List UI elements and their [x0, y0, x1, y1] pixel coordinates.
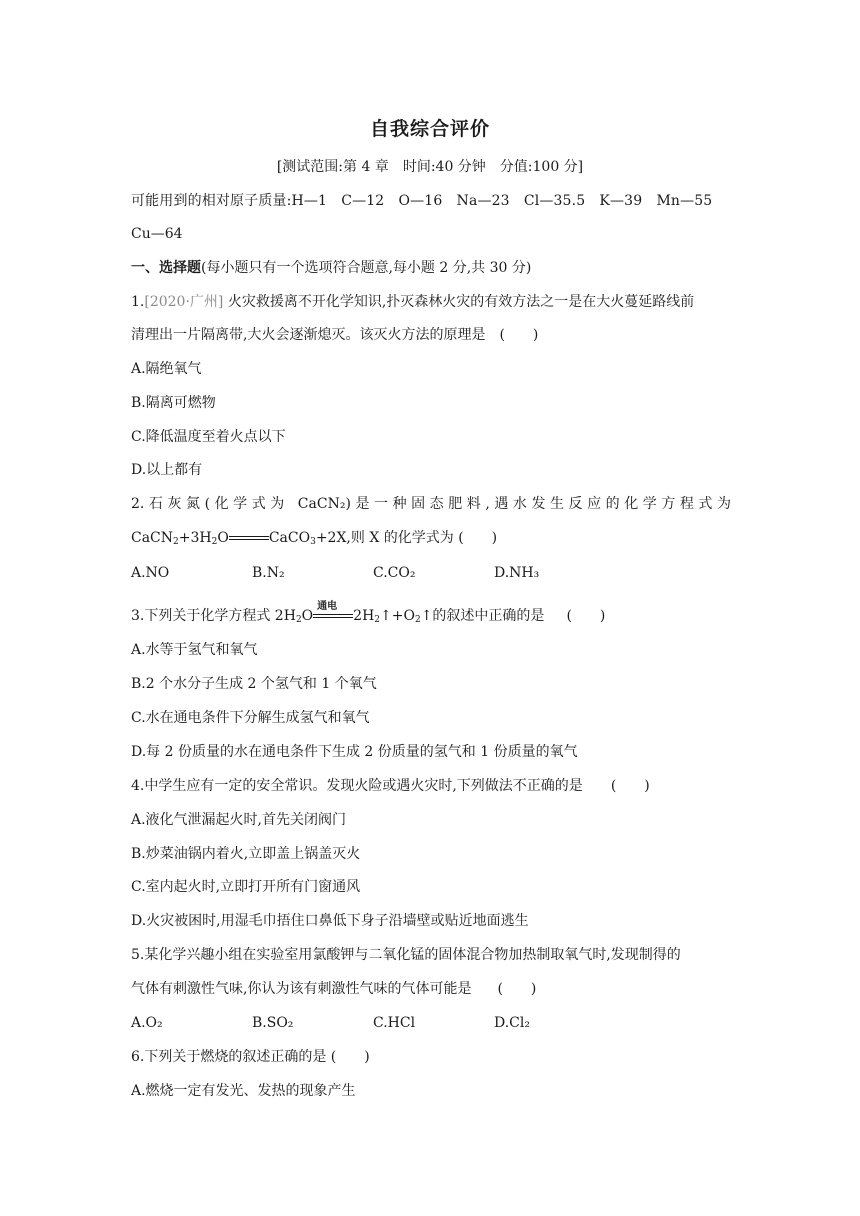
question-3-stem — [131, 601, 731, 630]
formula-text: 2H — [353, 608, 375, 624]
question-text: ↑的叙述中正确的是 — [420, 608, 545, 624]
question-number: 1. — [131, 294, 145, 310]
question-1-line-1 — [131, 292, 731, 312]
question-source: [2020·广州] — [144, 294, 224, 310]
q5-option-d: D.Cl₂ — [494, 1015, 530, 1031]
test-scope: [测试范围:第 4 章 时间:40 分钟 分值:100 分] — [276, 159, 584, 175]
q3-option-c: C.水在通电条件下分解生成氢气和氧气 — [131, 710, 370, 726]
reaction-condition: 通电 — [317, 601, 338, 612]
section-heading — [131, 258, 731, 278]
question-text: 清理出一片隔离带,大火会逐渐熄灭。该灭火方法的原理是 — [131, 327, 486, 343]
q4-option-b: B.炒菜油锅内着火,立即盖上锅盖灭火 — [131, 846, 361, 862]
formula-text: CaCO — [268, 530, 311, 546]
question-4-stem — [131, 776, 731, 796]
q3-option-b: B.2 个水分子生成 2 个氢气和 1 个氧气 — [131, 676, 377, 692]
formula-text: O — [217, 530, 229, 546]
q3-option-d: D.每 2 份质量的水在通电条件下生成 2 份质量的氢气和 1 份质量的氧气 — [131, 744, 578, 760]
q1-option-c: C.降低温度至着火点以下 — [131, 429, 286, 445]
question-1-line-2 — [131, 325, 731, 345]
formula-text: ↑+O — [380, 608, 415, 624]
answer-blank: ( ) — [566, 608, 606, 624]
section-note: (每小题只有一个选项符合题意,每小题 2 分,共 30 分) — [201, 260, 532, 276]
page-title: 自我综合评价 — [369, 118, 490, 140]
q1-option-b: B.隔离可燃物 — [131, 395, 216, 411]
formula-text: O — [301, 608, 314, 624]
q5-option-b: B.SO₂ — [252, 1015, 294, 1031]
subscript: 2 — [295, 615, 302, 625]
formula-text: +3H — [178, 530, 212, 546]
q4-option-d: D.火灾被困时,用湿毛巾捂住口鼻低下身子沿墙壁或贴近地面逃生 — [131, 913, 529, 929]
question-2-line-2 — [131, 528, 731, 552]
q2-option-c: C.CO₂ — [373, 565, 416, 581]
q4-option-a: A.液化气泄漏起火时,首先关闭阀门 — [131, 812, 347, 828]
q1-option-a: A.隔绝氧气 — [131, 361, 202, 377]
q5-option-c: C.HCl — [373, 1015, 416, 1031]
subscript: 2 — [414, 615, 421, 625]
reaction-arrow — [313, 601, 353, 621]
q4-option-c: C.室内起火时,立即打开所有门窗通风 — [131, 879, 361, 895]
atomic-mass-line-2: Cu—64 — [131, 226, 183, 242]
question-text: 4.中学生应有一定的安全常识。发现火险或遇火灾时,下列做法不正确的是 — [131, 778, 583, 794]
subscript: 2 — [374, 615, 381, 625]
subscript: 2 — [211, 537, 218, 547]
question-text: 气体有刺激性气味,你认为该有刺激性气味的气体可能是 — [131, 981, 472, 997]
subscript: 2 — [173, 537, 179, 547]
q1-option-d: D.以上都有 — [131, 462, 203, 478]
section-title: 一、选择题 — [131, 260, 201, 276]
q2-option-d: D.NH₃ — [494, 565, 540, 581]
answer-blank: ( ) — [499, 327, 539, 343]
formula-text: CaCN — [131, 530, 174, 546]
q5-option-a: A.O₂ — [131, 1015, 163, 1031]
q3-option-a: A.水等于氢气和氧气 — [131, 642, 258, 658]
equals-sign — [229, 533, 269, 543]
answer-blank: ( ) — [610, 778, 650, 794]
question-5-line-2 — [131, 979, 731, 999]
q2-option-b: B.N₂ — [252, 565, 285, 581]
question-text: +2X,则 X 的化学式为 ( ) — [315, 530, 498, 546]
question-2-line-1: 2.石灰氮(化学式为 CaCN₂)是一种固态肥料,遇水发生反应的化学方程式为 — [131, 496, 731, 512]
question-text: 火灾救援离不开化学知识,扑灭森林火灾的有效方法之一是在大火蔓延路线前 — [223, 294, 695, 310]
atomic-mass-line-1: 可能用到的相对原子质量:H—1 C—12 O—16 Na—23 Cl—35.5 K—39 Mn—55 — [131, 193, 713, 209]
q6-option-a: A.燃烧一定有发光、发热的现象产生 — [131, 1083, 356, 1099]
answer-blank: ( ) — [497, 981, 537, 997]
q2-option-a: A.NO — [131, 565, 170, 581]
question-6-stem: 6.下列关于燃烧的叙述正确的是 ( ) — [131, 1049, 370, 1065]
subscript: 3 — [310, 537, 316, 547]
question-5-line-1: 5.某化学兴趣小组在实验室用氯酸钾与二氧化锰的固体混合物加热制取氧气时,发现制得的 — [131, 947, 681, 963]
question-text: 3.下列关于化学方程式 2H — [131, 608, 296, 624]
